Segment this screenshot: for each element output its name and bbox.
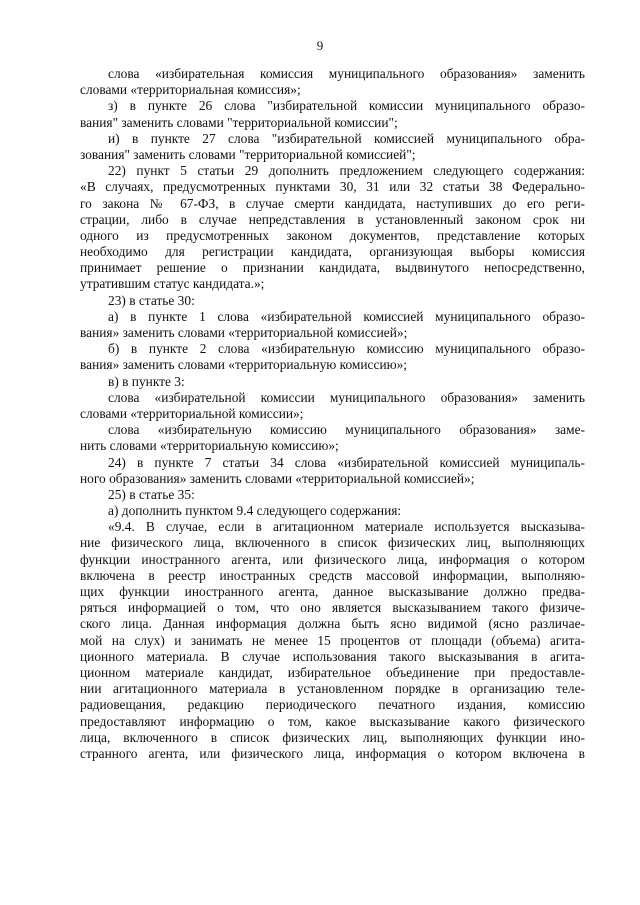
text-line: в) в пункте 3: — [108, 373, 185, 389]
text-line: функции иностранного агента, или физического лица, информация о котором — [80, 551, 585, 567]
text-line: слова «избирательной комиссии муниципального образования» заменить — [108, 389, 585, 405]
text-line: странного агента, или физического лица, информация о котором включена в — [80, 745, 585, 761]
page-number: 9 — [316, 38, 324, 53]
text-line: предоставляют информацию о том, какое высказывание какого физического — [80, 713, 585, 729]
text-line: нить словами «территориальную комиссию»; — [80, 438, 339, 454]
text-line: лица, включенного в список физических лиц, выполняющих функции ино- — [80, 729, 585, 745]
text-line: ного образования» заменить словами «территориальной комиссией»; — [80, 470, 475, 486]
text-line: вания" заменить словами "территориальной комиссии"; — [80, 114, 398, 130]
text-line: принимает решение о признании кандидата, выдвинутого непосредственно, — [80, 260, 585, 276]
text-line: «В случаях, предусмотренных пунктами 30, 31 или 32 статьи 38 Федерально- — [80, 179, 585, 195]
text-line: а) в пункте 1 слова «избирательной комиссией муниципального образо- — [108, 308, 585, 324]
text-line: и) в пункте 27 слова "избирательной комиссией муниципального обра- — [108, 130, 585, 146]
text-line: щих функции иностранного агента, данное высказывание должно предва- — [80, 584, 585, 599]
text-line: зования" заменить словами "территориальной комиссией"; — [80, 146, 416, 162]
text-line: радиовещания, редакцию периодического печатного издания, комиссию — [80, 697, 585, 713]
text-line: слова «избирательная комиссия муниципального образования» заменить — [108, 66, 585, 81]
text-line: словами «территориальная комиссия»; — [80, 82, 301, 98]
text-line: включена в реестр иностранных средств массовой информации, выполняю- — [80, 567, 585, 583]
text-line: ционном материале кандидат, избирательное объединение при предоставле- — [80, 664, 585, 680]
text-line: ние физического лица, включенного в список физических лиц, выполняющих — [80, 535, 585, 551]
text-line: словами «территориальной комиссии»; — [80, 405, 304, 421]
text-line: мой на слух) и занимать не менее 15 процентов от площади (объема) агита- — [80, 632, 585, 648]
text-line: б) в пункте 2 слова «избирательную комиссию муниципального образо- — [108, 341, 585, 357]
text-line: ского лица. Данная информация должна быть ясно видимой (ясно различае- — [80, 616, 585, 632]
text-line: а) дополнить пунктом 9.4 следующего содержания: — [108, 503, 402, 519]
text-line: го закона № 67-ФЗ, в случае смерти кандидата, наступивших до его реги- — [80, 195, 585, 211]
text-line: 24) в пункте 7 статьи 34 слова «избирательной комиссией муниципаль- — [108, 454, 585, 470]
text-line: вания» заменить словами «территориальную комиссию»; — [80, 357, 408, 373]
text-line: вания» заменить словами «территориальной комиссией»; — [80, 325, 408, 340]
text-line: «9.4. В случае, если в агитационном материале используется высказыва- — [108, 519, 585, 535]
text-line: 22) пункт 5 статьи 29 дополнить предложением следующего содержания: — [108, 163, 585, 179]
text-line: необходимо для регистрации кандидата, организующая выборы комиссия — [80, 244, 585, 260]
text-line: нии агитационного материала в установленном порядке в организацию теле- — [80, 681, 585, 697]
text-line: слова «избирательную комиссию муниципального образования» заме- — [108, 422, 585, 438]
document-body — [80, 66, 585, 762]
text-line: утратившим статус кандидата.»; — [80, 276, 265, 292]
text-line: ряться информацией о том, что оно является высказыванием такого физиче- — [80, 600, 585, 616]
text-line: 23) в статье 30: — [108, 292, 195, 308]
text-line: ционного материала. В случае использования такого высказывания в агита- — [80, 648, 585, 664]
text-line: 25) в статье 35: — [108, 486, 195, 502]
text-line: одного из предусмотренных законом документов, представление которых — [80, 227, 585, 243]
text-line: з) в пункте 26 слова "избирательной комиссии муниципального образо- — [108, 98, 585, 114]
text-line: страции, либо в случае непредставления в установленный законом срок ни — [80, 211, 585, 227]
